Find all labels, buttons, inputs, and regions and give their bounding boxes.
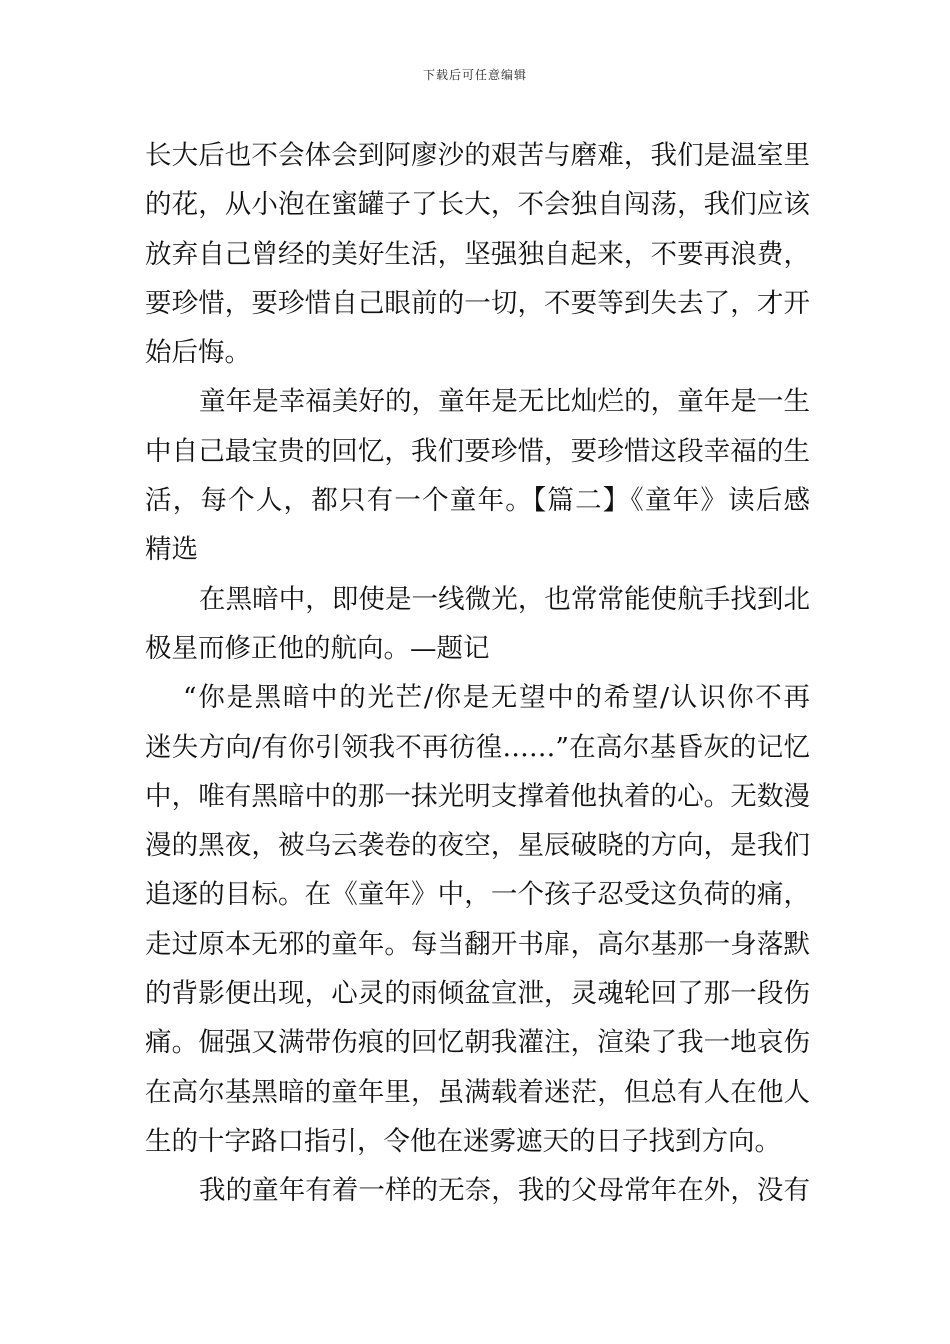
text-line: 童年是幸福美好的，童年是无比灿烂的，童年是一生 xyxy=(199,386,810,418)
text-line: 活，每个人，都只有一个童年。【篇二】《童年》读后感 xyxy=(145,485,810,517)
paragraph xyxy=(145,575,810,674)
page-header: 下载后可任意编辑 xyxy=(422,68,527,82)
text-line: 生的十字路口指引，令他在迷雾遮天的日子找到方向。 xyxy=(145,1125,781,1157)
text-line: 极星而修正他的航向。—题记 xyxy=(145,632,490,664)
text-line: 的背影便出现，心灵的雨倾盆宣泄，灵魂轮回了那一段伤 xyxy=(145,978,810,1010)
paragraph xyxy=(145,673,810,1166)
text-line: 精选 xyxy=(145,534,198,566)
text-line: 长大后也不会体会到阿廖沙的艰苦与磨难，我们是温室里 xyxy=(145,140,810,171)
text-line: 痛。倔强又满带伤痕的回忆朝我灌注，渲染了我一地哀伤 xyxy=(145,1027,810,1059)
text-line: 中自己最宝贵的回忆，我们要珍惜，要珍惜这段幸福的生 xyxy=(145,435,810,467)
paragraph xyxy=(145,377,810,574)
document-body xyxy=(145,131,810,1216)
text-line: 在黑暗中，即使是一线微光，也常常能使航手找到北 xyxy=(199,583,810,615)
text-line: 漫的黑夜，被乌云袭卷的夜空，星辰破晓的方向，是我们 xyxy=(145,830,810,862)
text-line: 我的童年有着一样的无奈，我的父母常年在外，没有 xyxy=(199,1175,810,1207)
text-line: 迷失方向/有你引领我不再彷徨……”在高尔基昏灰的记忆 xyxy=(145,731,810,763)
text-line: 始后悔。 xyxy=(145,337,251,369)
text-line: 中，唯有黑暗中的那一抹光明支撑着他执着的心。无数漫 xyxy=(145,780,810,812)
text-line: 走过原本无邪的童年。每当翻开书扉，高尔基那一身落默 xyxy=(145,928,810,960)
text-line: 放弃自己曾经的美好生活，坚强独自起来，不要再浪费， xyxy=(145,238,810,270)
text-line: 追逐的目标。在《童年》中，一个孩子忍受这负荷的痛， xyxy=(145,879,810,911)
text-line: 要珍惜，要珍惜自己眼前的一切，不要等到失去了，才开 xyxy=(145,287,810,319)
text-line: 在高尔基黑暗的童年里，虽满载着迷茫，但总有人在他人 xyxy=(145,1076,810,1108)
paragraph xyxy=(145,131,810,377)
paragraph xyxy=(145,1166,810,1215)
text-line: 的花，从小泡在蜜罐子了长大，不会独自闯荡，我们应该 xyxy=(145,189,810,221)
text-line: “你是黑暗中的光芒/你是无望中的希望/认识你不再 xyxy=(183,682,810,714)
